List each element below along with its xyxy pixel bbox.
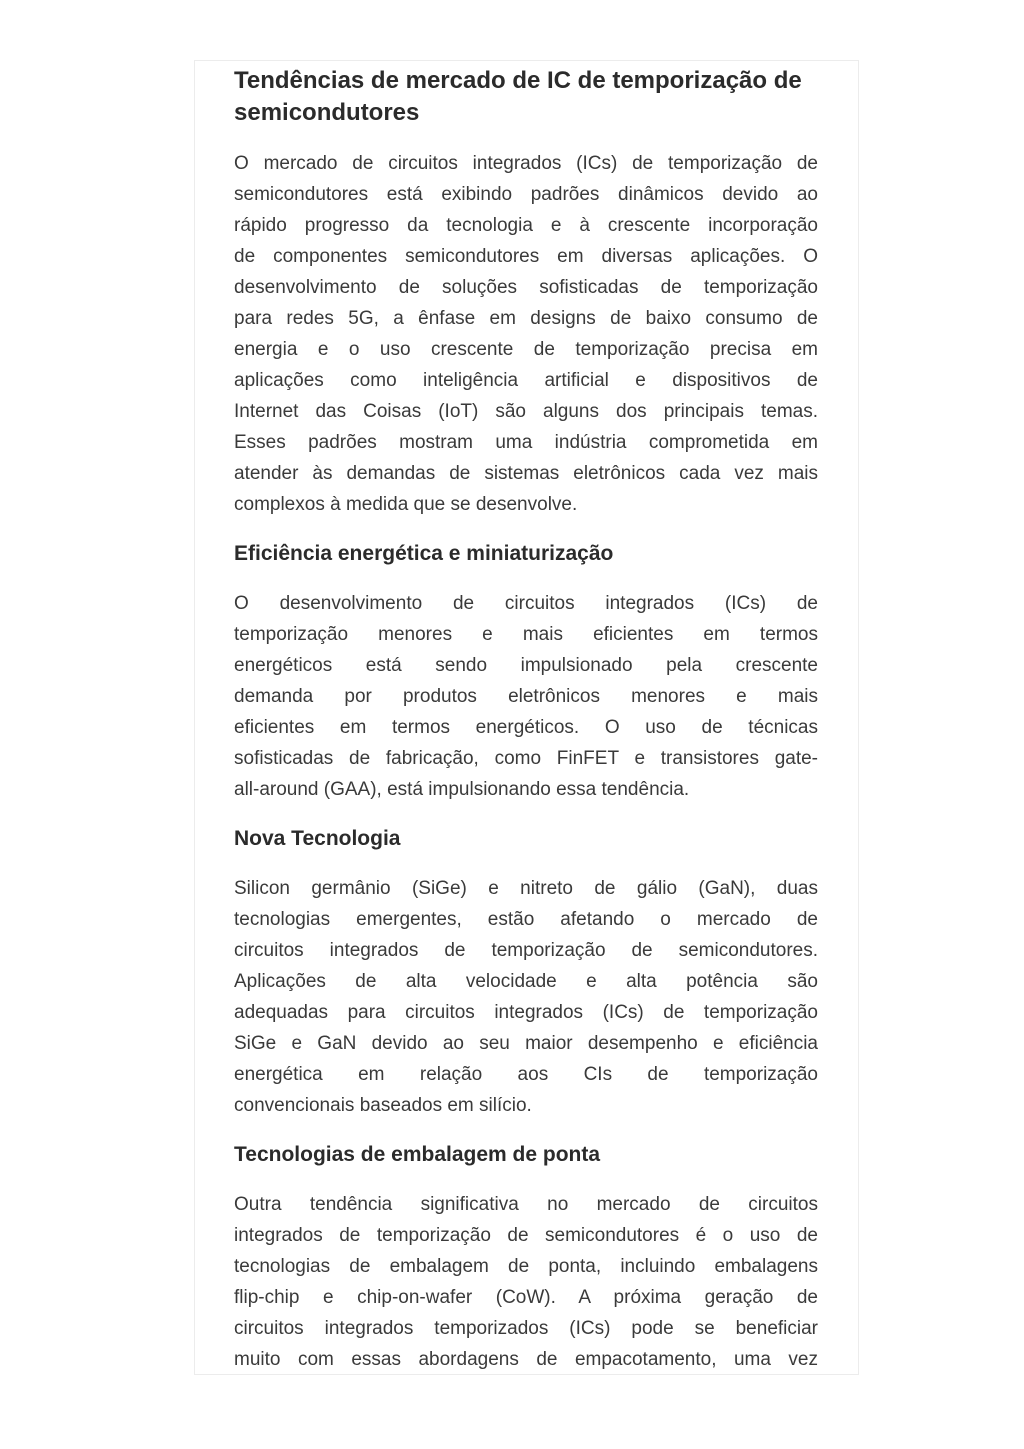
document-title: Tendências de mercado de IC de temporização de semicondutores [234,67,802,126]
paragraph-line: convencionais baseados em silício. [234,1095,532,1116]
paragraph-line: de componentes semicondutores em diversas aplicações. O [234,246,818,267]
paragraph-line: aplicações como inteligência artificial e dispositivos de [234,370,818,391]
document-page [194,60,859,1375]
paragraph-line: O desenvolvimento de circuitos integrados (ICs) de [234,593,818,614]
paragraph-line: eficientes em termos energéticos. O uso de técnicas [234,717,818,738]
intro-paragraph [234,148,818,520]
paragraph-line: energia e o uso crescente de temporização precisa em [234,339,818,360]
paragraph-line: semicondutores está exibindo padrões dinâmicos devido ao [234,184,818,205]
paragraph-line: circuitos integrados temporizados (ICs) pode se beneficiar [234,1318,818,1339]
paragraph-line: flip-chip e chip-on-wafer (CoW). A próxima geração de [234,1287,818,1308]
paragraph-line: Aplicações de alta velocidade e alta potência são [234,971,818,992]
paragraph-line: para redes 5G, a ênfase em designs de baixo consumo de [234,308,818,329]
section-paragraph [234,873,818,1121]
paragraph-line: Silicon germânio (SiGe) e nitreto de gálio (GaN), duas [234,878,818,899]
paragraph-line: tecnologias de embalagem de ponta, incluindo embalagens [234,1256,818,1277]
paragraph-line: complexos à medida que se desenvolve. [234,494,578,515]
paragraph-line: desenvolvimento de soluções sofisticadas de temporização [234,277,818,298]
paragraph-line: Esses padrões mostram uma indústria comprometida em [234,432,818,453]
section-paragraph [234,588,818,805]
paragraph-line: SiGe e GaN devido ao seu maior desempenho e eficiência [234,1033,818,1054]
paragraph-line: circuitos integrados de temporização de semicondutores. [234,940,818,961]
paragraph-line: demanda por produtos eletrônicos menores e mais [234,686,818,707]
paragraph-line: muito com essas abordagens de empacotamento, uma vez [234,1349,818,1370]
paragraph-line: energética em relação aos CIs de temporização [234,1064,818,1085]
paragraph-line: atender às demandas de sistemas eletrônicos cada vez mais [234,463,818,484]
section-paragraph [234,1189,818,1375]
paragraph-line: integrados de temporização de semicondutores é o uso de [234,1225,818,1246]
paragraph-line: temporização menores e mais eficientes em termos [234,624,818,645]
paragraph-line: O mercado de circuitos integrados (ICs) de temporização de [234,153,818,174]
paragraph-line: Internet das Coisas (IoT) são alguns dos principais temas. [234,401,818,422]
paragraph-line: Outra tendência significativa no mercado de circuitos [234,1194,818,1215]
section-heading-new-technology: Nova Tecnologia [234,827,401,850]
paragraph-line: adequadas para circuitos integrados (ICs) de temporização [234,1002,818,1023]
section-heading-packaging: Tecnologias de embalagem de ponta [234,1143,601,1166]
paragraph-line: energéticos está sendo impulsionado pela crescente [234,655,818,676]
paragraph-line: all-around (GAA), está impulsionando essa tendência. [234,779,690,800]
paragraph-line: tecnologias emergentes, estão afetando o mercado de [234,909,818,930]
paragraph-line: rápido progresso da tecnologia e à crescente incorporação [234,215,818,236]
paragraph-line: sofisticadas de fabricação, como FinFET e transistores gate- [234,748,818,769]
section-heading-energy-efficiency: Eficiência energética e miniaturização [234,542,614,565]
